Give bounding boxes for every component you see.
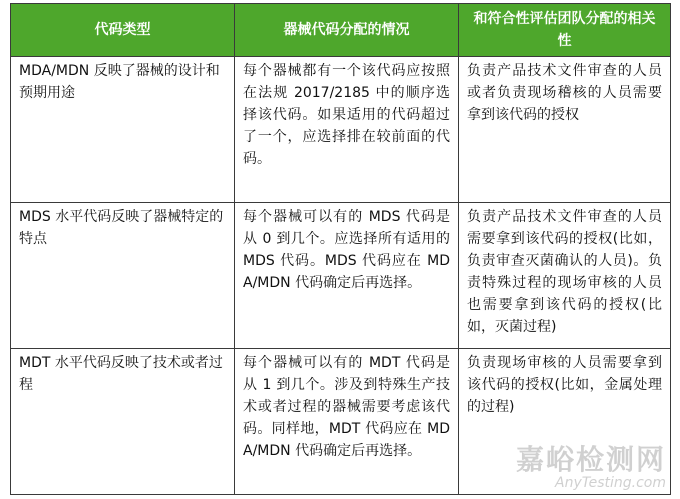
cell-code-type: MDS 水平代码反映了器械特定的特点 bbox=[11, 203, 235, 349]
cell-relevance: 负责现场审核的人员需要拿到该代码的授权(比如，金属处理的过程) bbox=[459, 349, 671, 495]
cell-allocation: 每个器械都有一个该代码应按照在法规 2017/2185 中的顺序选择该代码。如果适用的代码超过了一个，应选择排在较前面的代码。 bbox=[235, 57, 459, 203]
cell-relevance: 负责产品技术文件审查的人员需要拿到该代码的授权(比如，负责审查灭菌确认的人员)。负责特殊过程的现场审核的人员也需要拿到该代码的授权(比如，灭菌过程) bbox=[459, 203, 671, 349]
header-code-type: 代码类型 bbox=[11, 4, 235, 57]
table-row bbox=[11, 57, 671, 203]
code-allocation-table bbox=[10, 3, 671, 495]
watermark-en: AnyTesting.com bbox=[555, 475, 666, 491]
cell-relevance: 负责产品技术文件审查的人员或者负责现场稽核的人员需要拿到该代码的授权 bbox=[459, 57, 671, 203]
table-row bbox=[11, 203, 671, 349]
watermark-cn: 嘉峪检测网 bbox=[515, 443, 666, 476]
table-header-row bbox=[11, 4, 671, 57]
cell-allocation: 每个器械可以有的 MDT 代码是从 1 到几个。涉及到特殊生产技术或者过程的器械需要考虑该代码。同样地，MDT 代码应在 MDA/MDN 代码确定后再选择。 bbox=[235, 349, 459, 495]
table-row bbox=[11, 349, 671, 495]
cell-code-type: MDA/MDN 反映了器械的设计和预期用途 bbox=[11, 57, 235, 203]
header-relevance: 和符合性评估团队分配的相关性 bbox=[459, 4, 671, 57]
cell-allocation: 每个器械可以有的 MDS 代码是从 0 到几个。应选择所有适用的 MDS 代码。MDS 代码应在 MDA/MDN 代码确定后再选择。 bbox=[235, 203, 459, 349]
header-allocation: 器械代码分配的情况 bbox=[235, 4, 459, 57]
code-allocation-table-wrapper bbox=[10, 3, 670, 495]
cell-code-type: MDT 水平代码反映了技术或者过程 bbox=[11, 349, 235, 495]
